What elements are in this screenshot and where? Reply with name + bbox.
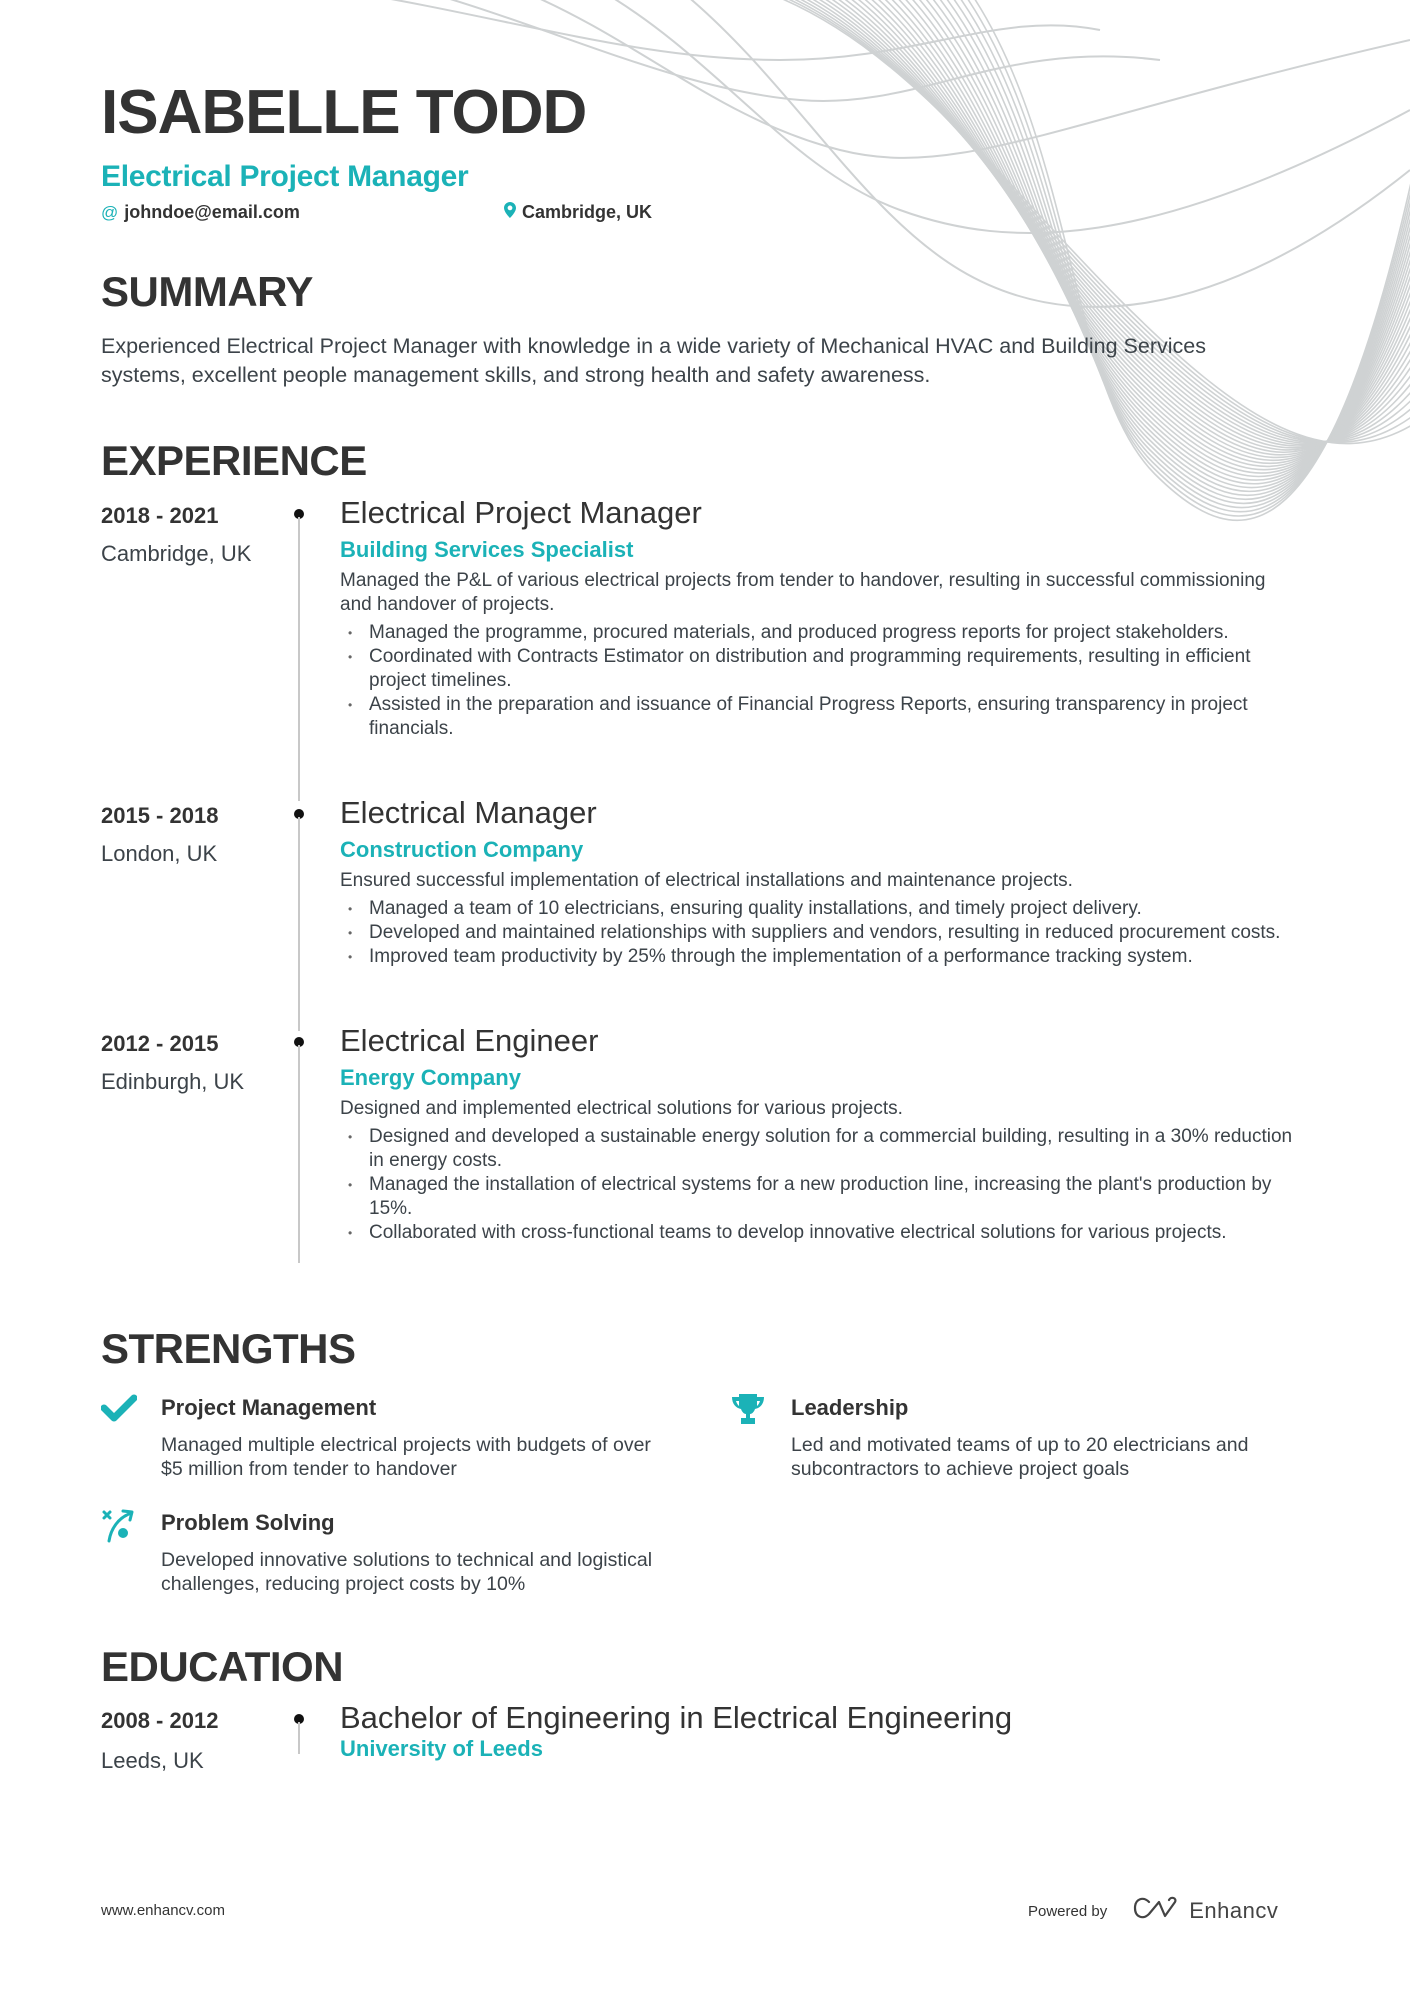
job-bullet: • Improved team productivity by 25% through the implementation of a performance tracking system. bbox=[340, 945, 1300, 969]
job-dates: 2012 - 2015 bbox=[101, 1031, 219, 1056]
job-title: Electrical Engineer bbox=[340, 1023, 599, 1058]
contact-location bbox=[504, 202, 652, 223]
job-description: Designed and implemented electrical solutions for various projects. bbox=[340, 1098, 903, 1119]
checkmark-icon bbox=[101, 1393, 137, 1429]
job-bullet: • Managed the programme, procured materials, and produced progress reports for project stakeholders. bbox=[340, 621, 1300, 645]
email-text: johndoe@email.com bbox=[124, 202, 300, 222]
footer-website-link[interactable]: www.enhancv.com bbox=[101, 1902, 225, 1919]
job-location: Edinburgh, UK bbox=[101, 1069, 245, 1094]
timeline-line bbox=[298, 817, 300, 1031]
job-bullet: • Assisted in the preparation and issuance of Financial Progress Reports, ensuring transparency in project financials. bbox=[340, 693, 1300, 741]
job-bullet: • Managed the installation of electrical systems for a new production line, increasing the plant's production by 15%. bbox=[340, 1173, 1300, 1221]
job-location: Cambridge, UK bbox=[101, 541, 252, 566]
contact-email[interactable] bbox=[101, 202, 300, 223]
job-description: Ensured successful implementation of electrical installations and maintenance projects. bbox=[340, 870, 1073, 891]
job-bullets bbox=[340, 897, 1300, 969]
school-name: University of Leeds bbox=[340, 1736, 543, 1761]
education-location: Leeds, UK bbox=[101, 1748, 204, 1773]
strengths-heading: STRENGTHS bbox=[101, 1325, 356, 1372]
job-company: Energy Company bbox=[340, 1065, 521, 1090]
timeline-line bbox=[298, 1722, 300, 1754]
job-company: Building Services Specialist bbox=[340, 537, 634, 562]
education-dates: 2008 - 2012 bbox=[101, 1708, 219, 1733]
strength-title: Leadership bbox=[791, 1395, 909, 1420]
job-bullet: • Collaborated with cross-functional teams to develop innovative electrical solutions for various projects. bbox=[340, 1221, 1300, 1245]
powered-by-label: Powered by bbox=[1028, 1902, 1108, 1920]
job-bullet: • Coordinated with Contracts Estimator on distribution and programming requirements, resulting in efficient project timelines. bbox=[340, 645, 1300, 693]
candidate-name: ISABELLE TODD bbox=[101, 78, 587, 147]
strategy-icon bbox=[101, 1508, 137, 1544]
education-heading: EDUCATION bbox=[101, 1643, 344, 1690]
enhancv-logo-icon bbox=[1133, 1896, 1179, 1926]
footer-powered-by bbox=[1028, 1896, 1278, 1926]
job-title: Electrical Project Manager bbox=[340, 495, 702, 530]
job-bullet: • Managed a team of 10 electricians, ensuring quality installations, and timely project delivery. bbox=[340, 897, 1300, 921]
timeline-line bbox=[298, 517, 300, 801]
job-description: Managed the P&L of various electrical projects from tender to handover, resulting in successful commissioning and handover of projects. bbox=[340, 570, 1266, 615]
map-pin-icon bbox=[504, 202, 516, 223]
enhancv-brand-text: Enhancv bbox=[1189, 1898, 1279, 1923]
job-dates: 2018 - 2021 bbox=[101, 503, 219, 528]
experience-heading: EXPERIENCE bbox=[101, 437, 367, 484]
enhancv-brand[interactable] bbox=[1133, 1896, 1278, 1926]
job-company: Construction Company bbox=[340, 837, 584, 862]
summary-text: Experienced Electrical Project Manager with knowledge in a wide variety of Mechanical HVAC and Building Services systems, excellent people management skills, and strong health and safety awareness. bbox=[101, 334, 1207, 387]
job-dates: 2015 - 2018 bbox=[101, 803, 219, 828]
job-bullets bbox=[340, 1125, 1300, 1245]
strength-description: Led and motivated teams of up to 20 electricians and subcontractors to achieve project goals bbox=[791, 1434, 1249, 1480]
trophy-icon bbox=[731, 1393, 767, 1429]
degree-title: Bachelor of Engineering in Electrical Engineering bbox=[340, 1700, 1013, 1735]
candidate-headline: Electrical Project Manager bbox=[101, 160, 469, 193]
strength-title: Problem Solving bbox=[161, 1510, 335, 1535]
timeline-line bbox=[298, 1045, 300, 1263]
job-bullet: • Designed and developed a sustainable energy solution for a commercial building, resulting in a 30% reduction in energy costs. bbox=[340, 1125, 1300, 1173]
job-bullet: • Developed and maintained relationships with suppliers and vendors, resulting in reduced procurement costs. bbox=[340, 921, 1300, 945]
at-icon: @ bbox=[101, 202, 119, 222]
strength-description: Developed innovative solutions to technical and logistical challenges, reducing project costs by 10% bbox=[161, 1549, 653, 1595]
summary-heading: SUMMARY bbox=[101, 268, 313, 315]
strength-title: Project Management bbox=[161, 1395, 377, 1420]
job-title: Electrical Manager bbox=[340, 795, 597, 830]
job-location: London, UK bbox=[101, 841, 218, 866]
strength-description: Managed multiple electrical projects with budgets of over $5 million from tender to handover bbox=[161, 1434, 651, 1480]
job-bullets bbox=[340, 621, 1300, 741]
location-text: Cambridge, UK bbox=[522, 202, 653, 222]
